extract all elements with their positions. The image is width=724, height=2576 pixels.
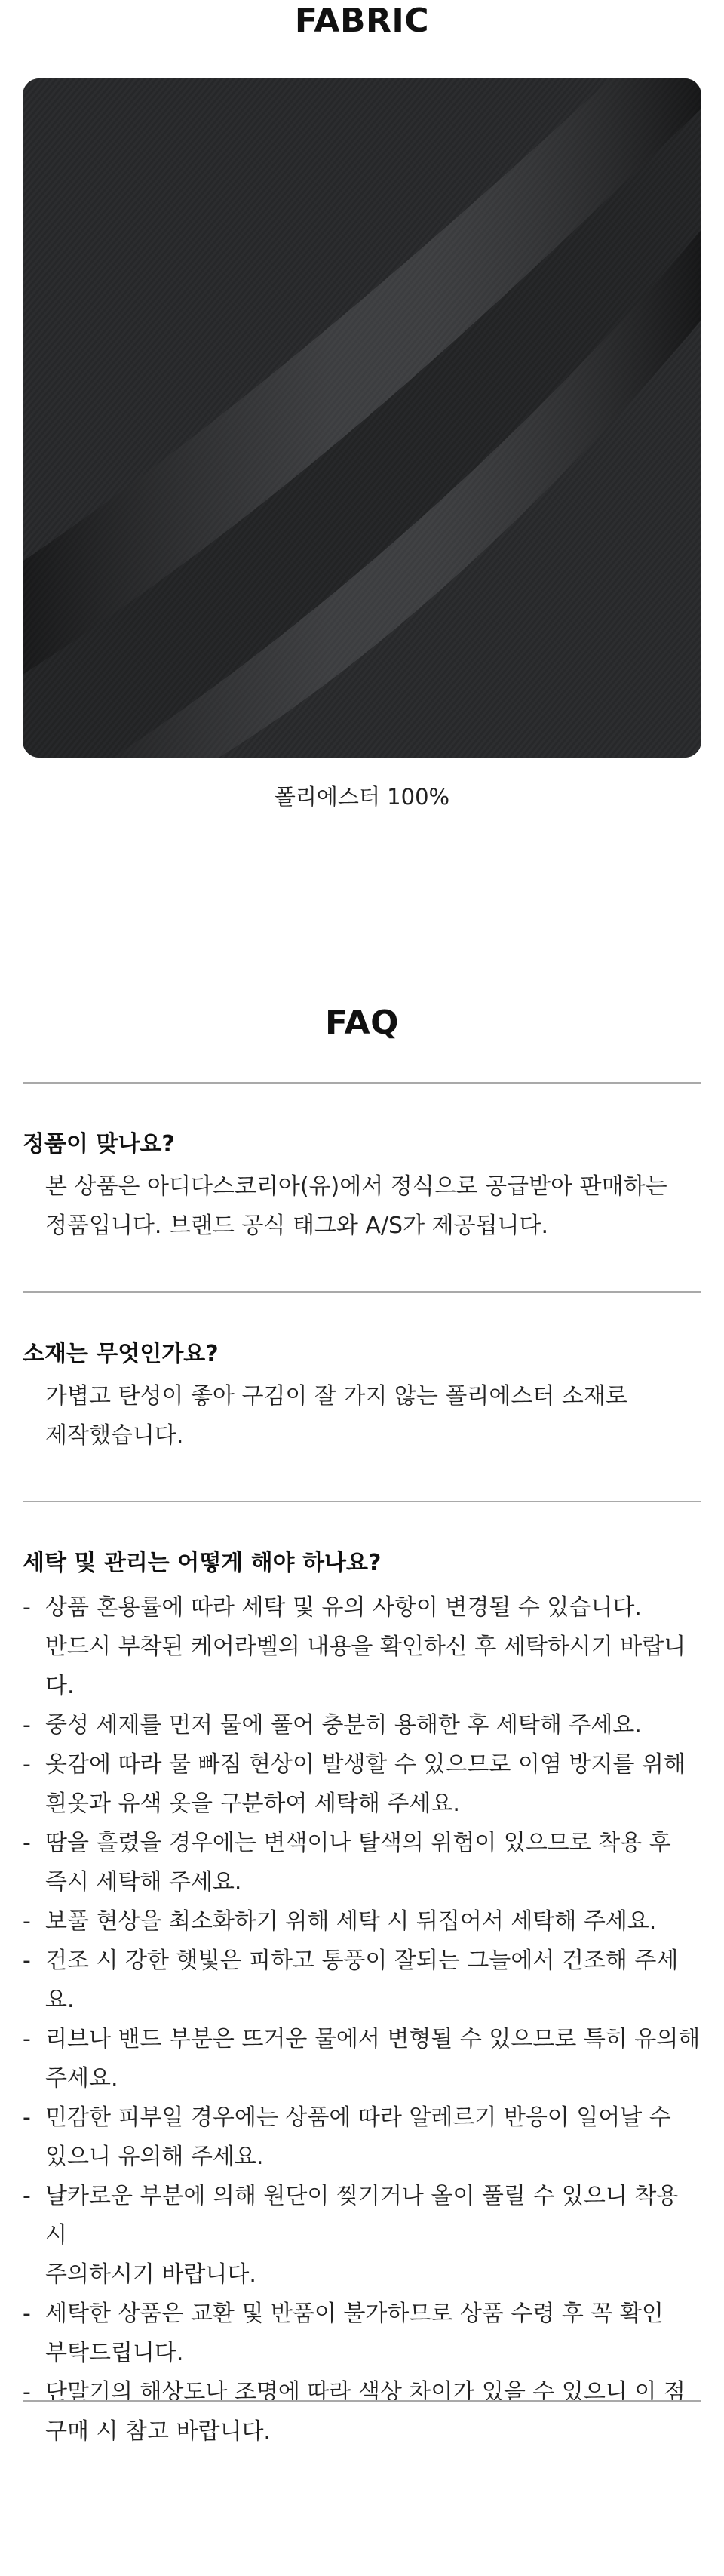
faq-question-material: 소재는 무엇인가요? [23,1341,219,1367]
faq-answer-authenticity [45,1167,686,1246]
fabric-texture-graphic [23,78,701,758]
faq-question-care: 세탁 및 관리는 어떻게 해야 하나요? [23,1550,382,1576]
faq-divider [23,2400,701,2402]
answer-line: 본 상품은 아디다스코리아(유)에서 정식으로 공급받아 판매하는 [45,1173,667,1200]
fabric-composition-caption: 폴리에스터 100% [274,784,450,810]
care-list-item: - 날카로운 부분에 의해 원단이 찢기거나 올이 풀릴 수 있으니 착용 시 주의하시기 바랍니다. [23,2183,679,2288]
faq-question-authenticity: 정품이 맞나요? [23,1131,175,1157]
answer-line: 제작했습니다. [45,1422,184,1449]
care-list-item: - 민감한 피부일 경우에는 상품에 따라 알레르기 반응이 일어날 수 있으니 유의해 주세요. [23,2104,671,2170]
care-list-item: - 중성 세제를 먼저 물에 풀어 충분히 용해한 후 세탁해 주세요. [23,1712,642,1738]
care-list-item: - 옷감에 따라 물 빠짐 현상이 발생할 수 있으므로 이염 방지를 위해 흰옷과 유색 옷을 구분하여 세탁해 주세요. [23,1751,686,1817]
answer-line: 정품입니다. 브랜드 공식 태그와 A/S가 제공됩니다. [45,1213,549,1239]
faq-section-title: FAQ [325,1004,399,1042]
faq-answer-care-list [23,1588,701,2452]
care-list-item: - 건조 시 강한 햇빛은 피하고 통풍이 잘되는 그늘에서 건조해 주세요. [23,1947,679,2013]
answer-line: 가볍고 탄성이 좋아 구김이 잘 가지 않는 폴리에스터 소재로 [45,1383,627,1409]
faq-divider [23,1291,701,1293]
care-list-item: - 보풀 현상을 최소화하기 위해 세탁 시 뒤집어서 세탁해 주세요. [23,1908,657,1935]
care-list-item: - 리브나 밴드 부분은 뜨거운 물에서 변형될 수 있으므로 특히 유의해 주세요. [23,2026,701,2092]
care-list-item: - 단말기의 해상도나 조명에 따라 색상 차이가 있을 수 있으니 이 점 구매 시 참고 바랍니다. [23,2379,686,2445]
care-list-item: - 세탁한 상품은 교환 및 반품이 불가하므로 상품 수령 후 꼭 확인 부탁드립니다. [23,2301,664,2366]
fabric-section-title: FABRIC [294,2,430,40]
faq-divider [23,1082,701,1084]
faq-answer-material [45,1377,686,1456]
care-list-item: - 땀을 흘렸을 경우에는 변색이나 탈색의 위험이 있으므로 착용 후 즉시 세탁해 주세요. [23,1830,671,1895]
faq-divider [23,1501,701,1502]
care-list-item: - 상품 혼용률에 따라 세탁 및 유의 사항이 변경될 수 있습니다. 반드시 부착된 케어라벨의 내용을 확인하신 후 세탁하시기 바랍니다. [23,1594,686,1699]
fabric-swatch-image [23,78,701,758]
